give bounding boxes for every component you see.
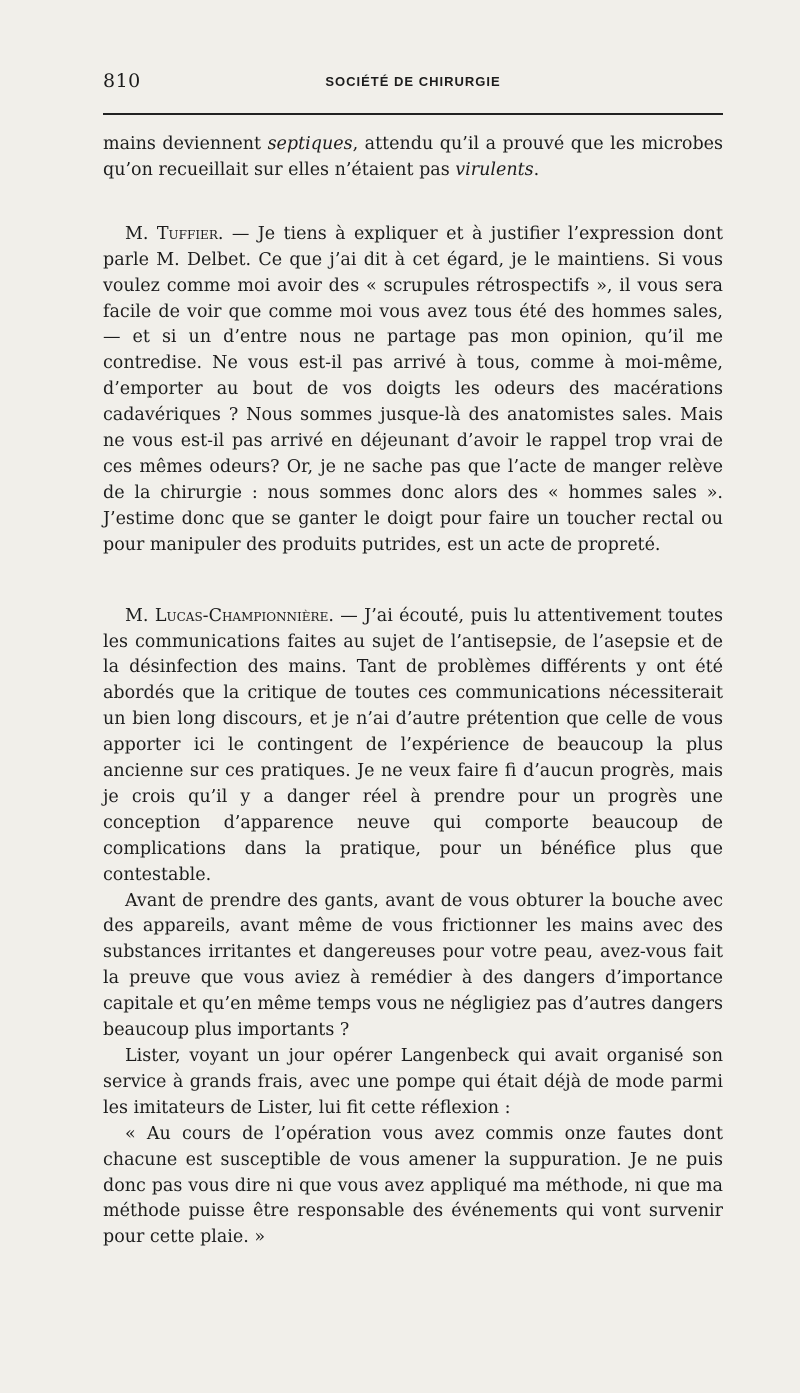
page-header (103, 68, 723, 98)
lucas-paragraph-3: Lister, voyant un jour opérer Langenbeck qui avait organisé son service à grands frais, avec une pompe qui était déjà de mode parmi les imitateurs de Lister, lui fit cette réflexion : (103, 1046, 723, 1118)
page-number: 810 (103, 70, 141, 92)
tuffier-paragraph (103, 222, 723, 559)
continuation-text-1: mains deviennent (103, 134, 268, 154)
header-rule (103, 113, 723, 115)
speaker-tuffier: M. Tuffier. (125, 223, 224, 244)
continuation-paragraph (103, 132, 723, 184)
lucas-paragraph-2: Avant de prendre des gants, avant de vous obturer la bouche avec des appareils, avant même de vous frictionner les mains avec des substances irritantes et dangereuses pour votre peau, avez-vous fait la preuve que vous aviez à remédier à des dangers d’importance capitale et qu’en même temps vous ne négligiez pas d’autres dangers beaucoup plus importants ? (103, 890, 723, 1041)
italic-septiques: septiques (267, 134, 353, 154)
speaker-lucas-championniere: M. Lucas-Championnière. (125, 605, 334, 626)
running-title: SOCIÉTÉ DE CHIRURGIE (325, 74, 501, 89)
italic-virulents: virulents (455, 159, 534, 180)
continuation-text-2: , attendu qu’il a prouvé que les microbes qu’on recueillait sur elles n’étaient pas (103, 134, 724, 180)
continuation-text-3: . (533, 159, 540, 180)
lucas-text: — J’ai écouté, puis lu attentivement toutes les communications faites au sujet de l’antisepsie, de l’asepsie et de la désinfection des mains. Tant de problèmes différents y ont été abordés que la critique de toutes ces communications nécessiterait un bien long discours, et je n’ai d’autre prétention que celle de vous apporter ici le contingent de l’expérience de beaucoup la plus ancienne sur ces pratiques. Je ne veux faire fi d’aucun progrès, mais je crois qu’il y a danger réel à prendre pour un progrès une conception d’apparence neuve qui comporte beaucoup de complications dans la pratique, pour un bénéfice plus que contestable. (103, 605, 724, 885)
lister-quote: « Au cours de l’opération vous avez commis onze fautes dont chacune est susceptible de vous amener la suppuration. Je ne puis donc pas vous dire ni que vous avez appliqué ma méthode, ni que ma méthode puisse être responsable des événements qui vont survenir pour cette plaie. » (103, 1123, 723, 1248)
page-body (103, 132, 723, 1251)
tuffier-text: — Je tiens à expliquer et à justifier l’expression dont parle M. Delbet. Ce que j’ai dit à cet égard, je le maintiens. Si vous voulez comme moi avoir des « scrupules rétrospectifs », il vous sera facile de voir que comme moi vous avez tous été des hommes sales, — et si un d’entre nous ne partage pas mon opinion, qu’il me contredise. Ne vous est-il pas arrivé à tous, comme à moi-même, d’emporter au bout de vos doigts les odeurs des macérations cadavériques ? Nous sommes jusque-là des anatomistes sales. Mais ne vous est-il pas arrivé en déjeunant d’avoir le rappel trop vrai de ces mêmes odeurs? Or, je ne sache pas que l’acte de manger relève de la chirurgie : nous sommes donc alors des « hommes sales ». J’estime donc que se ganter le doigt pour faire un toucher rectal ou pour manipuler des produits putrides, est un acte de propreté. (103, 223, 723, 555)
lucas-paragraph (103, 604, 723, 889)
